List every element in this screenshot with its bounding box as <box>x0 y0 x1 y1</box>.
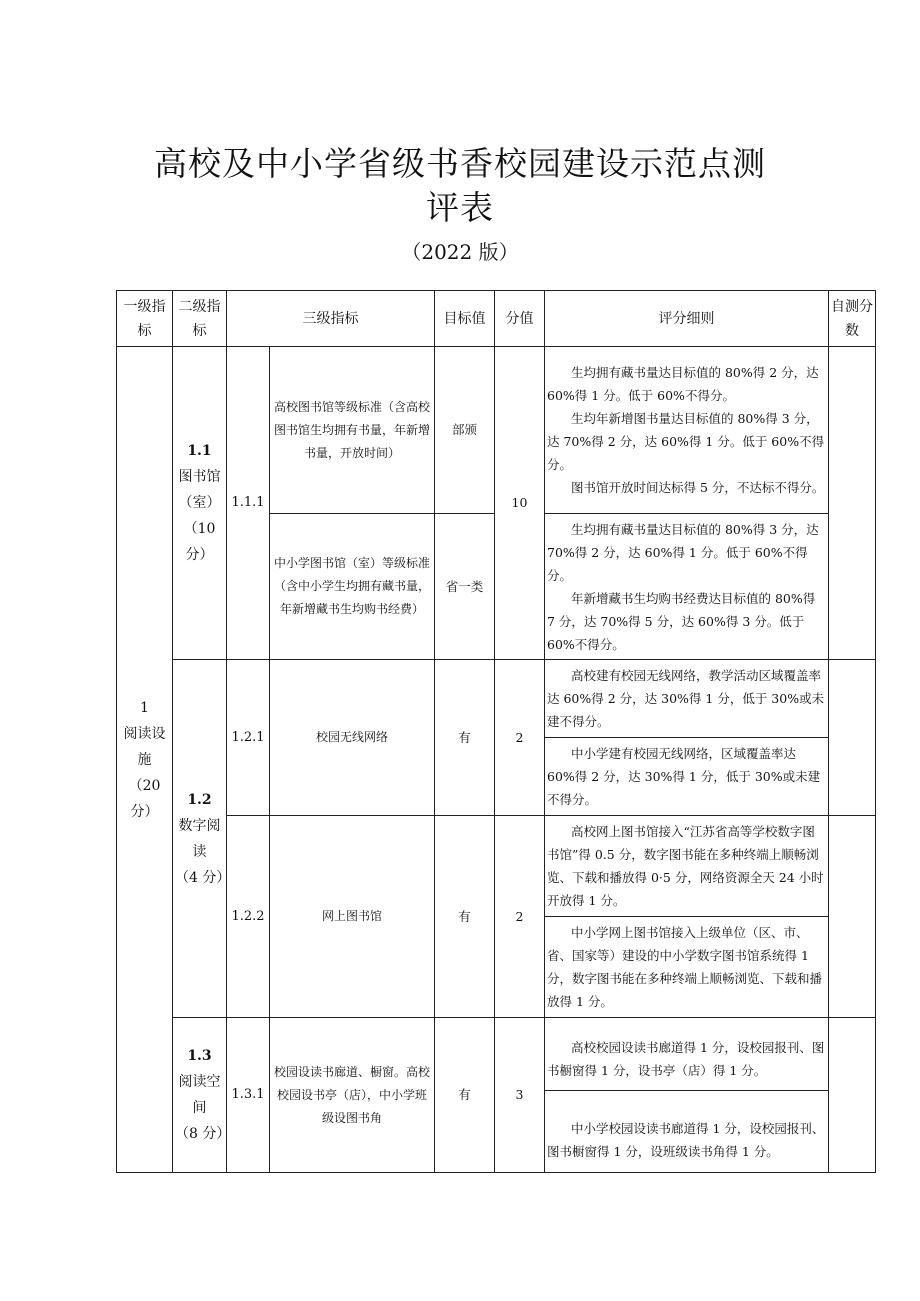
level3-code: 1.2.2 <box>227 816 270 1018</box>
rule-cell <box>545 816 829 1018</box>
rule-text: 图书馆开放时间达标得 5 分，不达标不得分。 <box>571 480 825 495</box>
level1-points: （20 分） <box>128 777 161 820</box>
target-value: 省一类 <box>435 514 495 660</box>
level2-points: （8 分） <box>175 1126 231 1142</box>
level2-num: 1.2 <box>187 791 212 808</box>
level2-cell <box>173 1018 231 1173</box>
evaluation-table <box>116 290 876 1173</box>
rule-text: 高校网上图书馆接入“江苏省高等学校数字图书馆”得 0.5 分，数字图书能在多种终端上顺畅浏览、下载和播放得 0·5 分，网络资源全天 24 小时开放得 1 分。 <box>547 824 824 908</box>
header-level2: 二级指标 <box>173 291 227 347</box>
rule-cell <box>545 660 829 816</box>
level2-cell <box>173 660 231 1018</box>
rule-text: 高校建有校园无线网络，教学活动区域覆盖率达 60%得 2 分，达 30%得 1 分，低于 30%或未建不得分。 <box>547 668 825 729</box>
level3-code: 1.2.1 <box>227 660 270 816</box>
level1-num: 1 <box>140 699 149 716</box>
rule-cell <box>545 514 829 660</box>
level2-name: 数字阅读 <box>178 817 221 860</box>
level3-code: 1.3.1 <box>227 1018 270 1173</box>
rule-text: 高校校园设读书廊道得 1 分，设校园报刊、图书橱窗得 1 分，设书亭（店）得 1 分。 <box>547 1039 825 1078</box>
header-level1: 一级指标 <box>117 291 173 347</box>
rule-cell <box>545 347 829 514</box>
self-score-cell[interactable] <box>829 816 876 1018</box>
target-value: 部颁 <box>435 347 495 514</box>
self-score-cell[interactable] <box>829 1018 876 1173</box>
page-title: 高校及中小学省级书香校园建设示范点测 <box>154 144 766 183</box>
table-row <box>117 816 876 1018</box>
level3-indicator: 校园无线网络 <box>270 660 435 816</box>
level2-name: 图书馆（室） <box>178 469 221 511</box>
level2-name: 阅读空间 <box>178 1074 221 1116</box>
rule-cell <box>545 1018 829 1173</box>
target-value: 有 <box>435 816 495 1018</box>
level2-cell <box>173 347 227 660</box>
level2-points: （4 分） <box>175 869 231 886</box>
level1-cell <box>117 347 173 1173</box>
target-value: 有 <box>435 1018 495 1173</box>
level1-name: 阅读设施 <box>123 725 166 768</box>
score-value: 3 <box>495 1018 545 1173</box>
version-label: （2022 版） <box>401 240 519 264</box>
header-self-score: 自测分数 <box>829 291 876 347</box>
page-title-line2: 评表 <box>426 188 494 227</box>
score-value: 2 <box>495 660 545 816</box>
header-row <box>117 291 876 347</box>
rule-text: 中小学建有校园无线网络，区域覆盖率达 60%得 2 分，达 30%得 1 分，低于 30%或未建不得分。 <box>547 746 821 807</box>
level2-num: 1.1 <box>187 443 212 459</box>
level3-indicator: 中小学图书馆（室）等级标准（含中小学生均拥有藏书量，年新增藏书生均购书经费） <box>270 514 435 660</box>
rule-text: 生均拥有藏书量达目标值的 80%得 3 分，达 70%得 2 分，达 60%得 1 分。低于 60%不得分。 <box>547 521 819 583</box>
table-row <box>117 347 876 514</box>
rule-text: 生均年新增图书量达目标值的 80%得 3 分，达 70%得 2 分，达 60%得 1 分。低于 60%不得分。 <box>547 411 825 472</box>
level3-code: 1.1.1 <box>227 347 270 660</box>
level3-indicator: 高校图书馆等级标准（含高校图书馆生均拥有书量，年新增书量，开放时间） <box>270 347 435 514</box>
table-row <box>117 1018 876 1173</box>
self-score-cell[interactable] <box>829 347 876 660</box>
level3-indicator: 网上图书馆 <box>270 816 435 1018</box>
header-score: 分值 <box>495 291 545 347</box>
score-value: 10 <box>495 347 545 660</box>
rule-text: 中小学网上图书馆接入上级单位（区、市、省、国家等）建设的中小学数字图书馆系统得 1 分，数字图书能在多种终端上顺畅浏览、下载和播放得 1 分。 <box>547 925 823 1009</box>
level2-num: 1.3 <box>187 1048 212 1064</box>
table-row <box>117 660 876 816</box>
target-value: 有 <box>435 660 495 816</box>
rule-text: 中小学校园设读书廊道得 1 分，设校园报刊、图书橱窗得 1 分，设班级读书角得 1 分。 <box>547 1120 825 1159</box>
score-value: 2 <box>495 816 545 1018</box>
level2-points: （10 分） <box>183 521 216 563</box>
rule-text: 年新增藏书生均购书经费达目标值的 80%得 7 分，达 70%得 5 分，达 60%得 3 分。低于 60%不得分。 <box>547 590 816 652</box>
header-target: 目标值 <box>435 291 495 347</box>
header-level3: 三级指标 <box>227 291 435 347</box>
header-rules: 评分细则 <box>545 291 829 347</box>
level3-indicator: 校园设读书廊道、橱窗。高校校园设书亭（店），中小学班级设图书角 <box>270 1018 435 1173</box>
self-score-cell[interactable] <box>829 660 876 816</box>
rule-text: 生均拥有藏书量达目标值的 80%得 2 分，达 60%得 1 分。低于 60%不得分。 <box>547 365 819 403</box>
